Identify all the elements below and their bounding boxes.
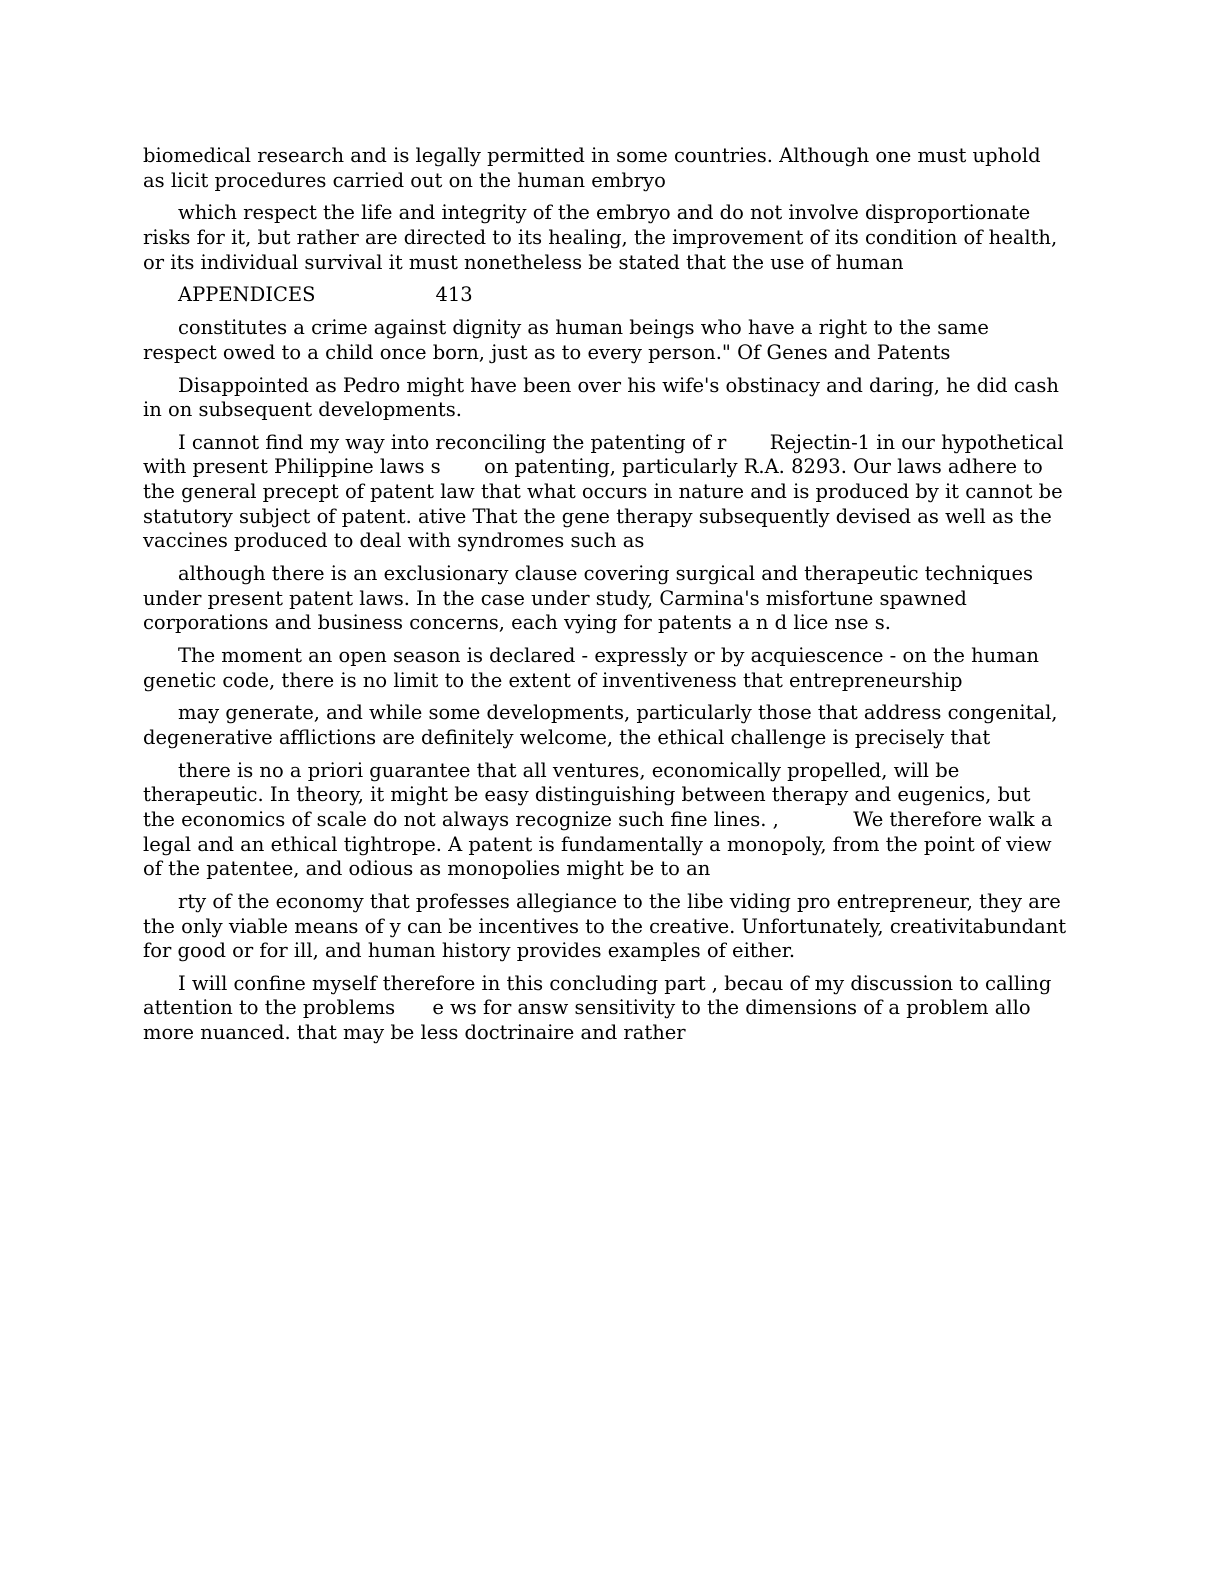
paragraph-7: The moment an open season is declared - expressly or by acquiescence - on the human genetic code, there is no limit to the extent of inventiveness that entrepreneurship [143,644,1046,692]
paragraph-11: I will confine myself therefore in this concluding part , becau of my discussion to calling attention to the problems e ws for answ sensitivity to the dimensions of a problem allo more nuanced. that may be less doctrinaire and rather [143,971,1058,1045]
paragraph-8: may generate, and while some developments, particularly those that address congenital, degenerative afflictions are definitely welcome, the ethical challenge is precisely that [143,701,1064,749]
page-number: 413 [435,283,473,307]
running-header [143,283,1068,308]
paragraph-6: although there is an exclusionary clause covering surgical and therapeutic techniques under present patent laws. In the case under study, Carmina's misfortune spawned corporations and business concerns, each vying for patents a n d lice nse s. [143,562,1040,635]
paragraph-9: there is no a priori guarantee that all ventures, economically propelled, will be therapeutic. In theory, it might be easy distinguishing between therapy and eugenics, but the economics of scale do not always recognize such fine lines. , We therefore walk a legal and an ethical tightrope. A patent is fundamentally a monopoly, from the point of view of the patentee, and odious as monopolies might be to an [143,758,1059,881]
paragraph-4: Disappointed as Pedro might have been over his wife's obstinacy and daring, he did cash in on subsequent developments. [143,373,1066,422]
paragraph-5: I cannot find my way into reconciling the patenting of r Rejectin-1 in our hypothetical with present Philippine laws s on patenting, particularly R.A. 8293. Our laws adhere to the general precept of patent law that what occurs in nature and is produced by it cannot be statutory subject of patent. ative That the gene therapy subsequently devised as well as the vaccines produced to deal with syndromes such as [143,430,1070,553]
paragraph-10: rty of the economy that professes allegiance to the libe viding pro entrepreneur, they are the only viable means of y can be incentives to the creative. Unfortunately, creativitabundant for good or for ill, and human history provides examples of either. [143,889,1073,963]
paragraph-3: constitutes a crime against dignity as human beings who have a right to the same respect owed to a child once born, just as to every person." Of Genes and Patents [143,316,996,364]
running-header-label: APPENDICES [178,283,316,307]
document-page [143,144,1073,1054]
paragraph-2: which respect the life and integrity of the embryo and do not involve disproportionate risks for it, but rather are directed to its healing, the improvement of its condition of health, or its individual survival it must nonetheless be stated that the use of human [143,201,1064,274]
paragraph-1: biomedical research and is legally permitted in some countries. Although one must uphold as licit procedures carried out on the human embryo [143,144,1047,192]
